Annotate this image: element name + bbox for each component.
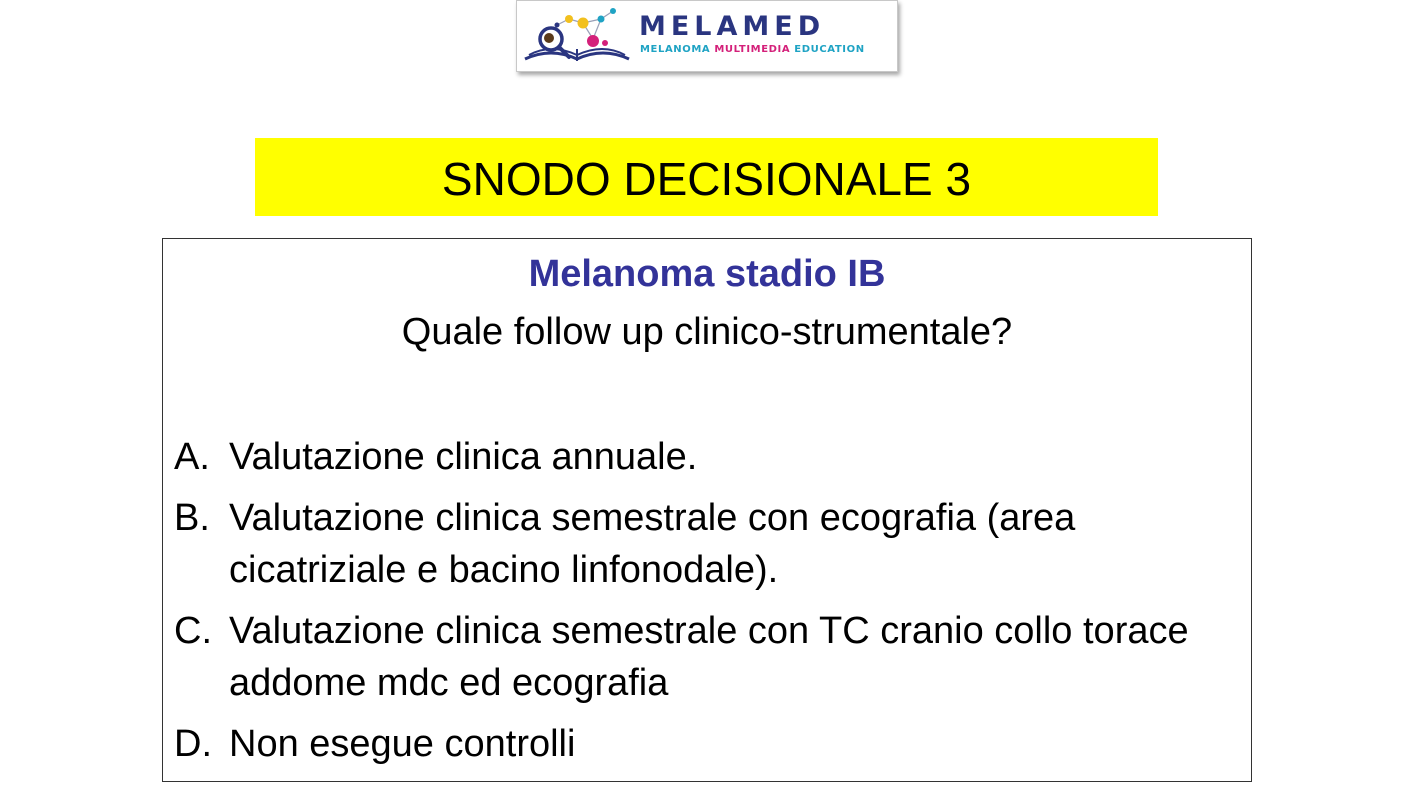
option-a[interactable]: [174, 431, 1234, 483]
option-text: Non esegue controlli: [229, 723, 576, 765]
option-text: Valutazione clinica semestrale con ecografia (area cicatriziale e bacino linfonodale).: [229, 497, 1076, 591]
page-title: SNODO DECISIONALE 3: [441, 153, 972, 205]
option-letter: B.: [174, 497, 210, 539]
option-letter: A.: [174, 436, 210, 478]
question-prompt: Quale follow up clinico-strumentale?: [401, 311, 1013, 353]
logo-tagline-melanoma: MELANOMA: [640, 44, 715, 55]
option-letter: C.: [174, 610, 212, 652]
book-magnifier-icon: [521, 5, 633, 65]
option-c[interactable]: [174, 605, 1234, 709]
melamed-logo: [516, 0, 898, 72]
logo-tagline-multimedia: MULTIMEDIA: [714, 44, 791, 55]
title-banner: [255, 138, 1158, 216]
logo-tagline: [640, 44, 865, 55]
option-b[interactable]: [174, 492, 1234, 596]
option-letter: D.: [174, 723, 212, 765]
option-text: Valutazione clinica annuale.: [229, 436, 698, 478]
logo-wordmark: MELAMED: [639, 11, 826, 42]
option-d[interactable]: [174, 718, 1234, 770]
question-box: [162, 238, 1252, 782]
answer-options-list: [174, 431, 1234, 779]
question-subtitle: Melanoma stadio IB: [528, 253, 886, 295]
option-text: Valutazione clinica semestrale con TC cranio collo torace addome mdc ed ecografia: [229, 610, 1189, 704]
logo-tagline-education: EDUCATION: [790, 44, 865, 55]
